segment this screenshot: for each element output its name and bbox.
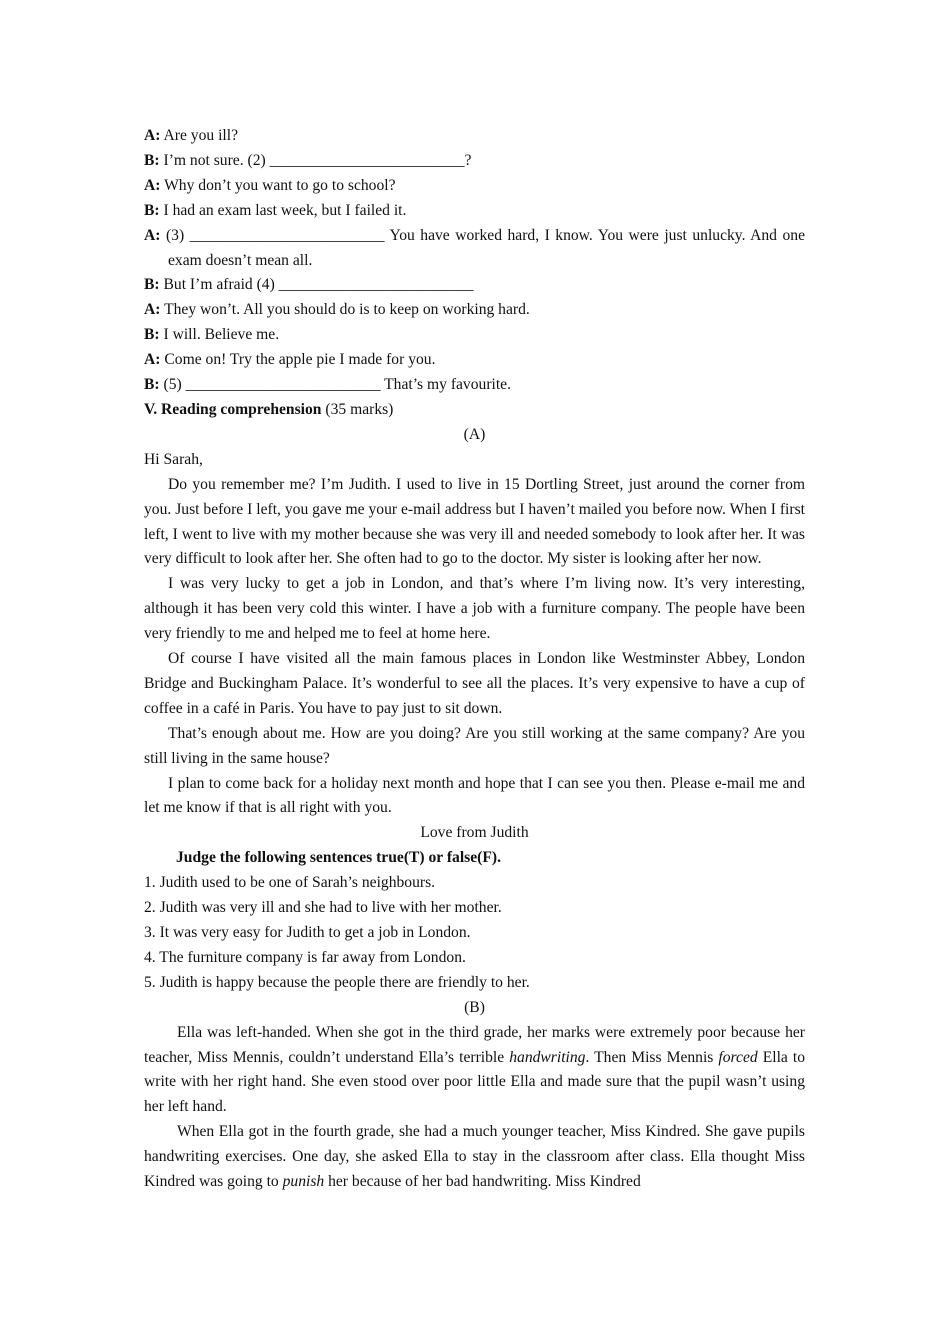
speaker-label: A: [144, 226, 161, 244]
dialogue-text: Are you ill? [163, 127, 238, 144]
dialogue-text: They won’t. All you should do is to keep on working hard. [164, 301, 530, 319]
letter-paragraph: That’s enough about me. How are you doing? Are you still working at the same company? Are you still living in the same house? [144, 724, 805, 767]
worksheet-page [144, 124, 805, 1195]
question-item: 2. Judith was very ill and she had to live with her mother. [144, 899, 502, 917]
letter-paragraph: Of course I have visited all the main famous places in London like Westminster Abbey, London Bridge and Buckingham Palace. It’s wonderful to see all the places. It’s very expensive to have a cup of coffee in a café in Paris. You have to pay just to sit down. [144, 650, 805, 717]
story-text: her because of her bad handwriting. Miss Kindred [324, 1173, 641, 1191]
story-text: Ella to write with her right hand. She even stood over poor little Ella and made sure that the pupil wasn’t using her left hand. [144, 1048, 805, 1116]
speaker-label: A: [144, 127, 161, 144]
story-text: Ella was left-handed. When she got in the third grade, her marks were extremely poor because her teacher, Miss Mennis, couldn’t understand Ella’s terrible [144, 1023, 805, 1066]
story-paragraph [144, 1120, 805, 1195]
speaker-label: B: [144, 276, 160, 294]
speaker-label: B: [144, 326, 160, 344]
speaker-label: B: [144, 151, 160, 169]
section-title: V. Reading comprehension [144, 400, 322, 418]
speaker-label: A: [144, 351, 161, 369]
letter-paragraph: I plan to come back for a holiday next month and hope that I can see you then. Please e-mail me and let me know if that is all right with you. [144, 774, 805, 817]
passage-a [144, 423, 805, 996]
section-heading [144, 398, 805, 423]
speaker-label: B: [144, 201, 160, 219]
dialogue-text: I had an exam last week, but I failed it. [163, 201, 407, 219]
story-text: . Then Miss Mennis [585, 1048, 719, 1066]
story-text: When Ella got in the fourth grade, she had a much younger teacher, Miss Kindred. She gave pupils handwriting exercises. One day, she asked Ella to stay in the classroom after class. Ella thought Miss Kindred was going to [144, 1123, 805, 1191]
dialogue-line [144, 323, 805, 348]
letter-paragraph: I was very lucky to get a job in London, and that’s where I’m living now. It’s very interesting, although it has been very cold this winter. I have a job with a furniture company. The people have been very friendly to me and helped me to feel at home here. [144, 575, 805, 643]
italic-word: punish [282, 1173, 325, 1191]
letter-signoff: Love from Judith [420, 824, 529, 842]
dialogue-line [144, 174, 805, 199]
question-item: 4. The furniture company is far away from London. [144, 948, 466, 966]
letter-paragraph: Do you remember me? I’m Judith. I used to live in 15 Dortling Street, just around the corner from you. Just before I left, you gave me your e-mail address but I haven’t mailed you before now. When I first left, I went to live with my mother because she was very ill and needed somebody to look after her. It was very difficult to look after her. She often had to go to the doctor. My sister is looking after her now. [144, 475, 805, 568]
dialogue-line [144, 124, 805, 149]
dialogue-line [144, 298, 805, 323]
dialogue-line [144, 273, 805, 298]
section-marks: (35 marks) [325, 400, 394, 418]
speaker-label: A: [144, 301, 161, 319]
dialogue-line [144, 149, 805, 174]
question-item: 1. Judith used to be one of Sarah’s neighbours. [144, 874, 436, 892]
dialogue-text: I’m not sure. (2) _________________________? [163, 151, 472, 169]
dialogue-text: (3) _________________________ You have worked hard, I know. You were just unlucky. And one exam doesn’t mean all. [165, 226, 805, 269]
dialogue-line [144, 199, 805, 224]
story-paragraph [144, 1021, 805, 1121]
italic-word: forced [718, 1048, 758, 1066]
dialogue [144, 124, 805, 398]
dialogue-text: Why don’t you want to go to school? [164, 176, 396, 194]
passage-label: (B) [464, 998, 485, 1016]
question-item: 3. It was very easy for Judith to get a job in London. [144, 924, 471, 941]
question-item: 5. Judith is happy because the people there are friendly to her. [144, 973, 530, 991]
passage-b [144, 996, 805, 1195]
dialogue-text: I will. Believe me. [163, 326, 280, 344]
dialogue-text: Come on! Try the apple pie I made for you. [164, 351, 436, 369]
dialogue-text: But I’m afraid (4) _________________________ [163, 276, 474, 294]
passage-label: (A) [463, 425, 486, 443]
speaker-label: B: [144, 376, 160, 394]
dialogue-text: (5) _________________________ That’s my favourite. [163, 376, 512, 394]
question-instruction: Judge the following sentences true(T) or false(F). [176, 849, 501, 867]
speaker-label: A: [144, 176, 161, 194]
letter-greeting: Hi Sarah, [144, 450, 203, 468]
dialogue-line [144, 348, 805, 373]
dialogue-line [144, 373, 805, 398]
italic-word: handwriting [509, 1048, 586, 1066]
dialogue-line [144, 224, 805, 274]
